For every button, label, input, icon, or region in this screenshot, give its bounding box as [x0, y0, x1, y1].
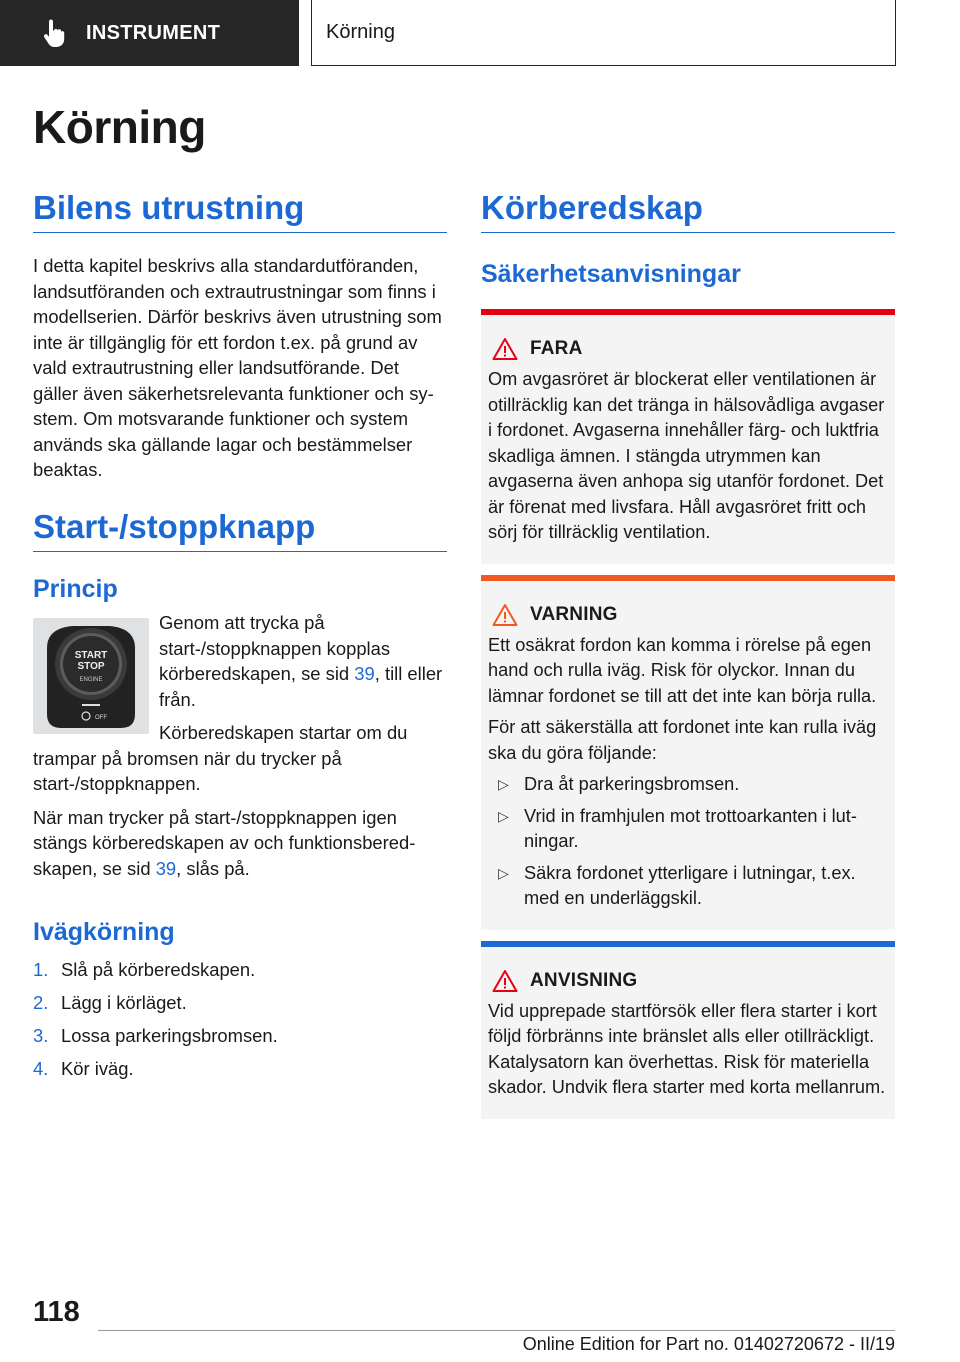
stop-text: STOP: [77, 661, 105, 673]
chapter-tab[interactable]: [311, 0, 896, 66]
danger-title: FARA: [530, 338, 583, 360]
warning-box: [481, 575, 895, 930]
princip-text-3b: , slås på.: [176, 857, 250, 879]
list-item: 2. Lägg i körläget.: [33, 992, 187, 1014]
steps-list: [33, 953, 447, 1085]
warning-text-1: Ett osäkrat fordon kan komma i rörelse på egen hand och rulla iväg. Risk för olyckor. Innan du lämnar fordonet se till att det inte kan börja rulla.: [488, 634, 877, 706]
heading-princip: Princip: [33, 575, 118, 604]
bullet-triangle-icon: ▷: [498, 776, 509, 793]
chapter-label: Körning: [326, 21, 395, 43]
page-link-39[interactable]: 39: [354, 663, 375, 685]
notice-title: ANVISNING: [530, 969, 638, 991]
warning-bullets: [488, 772, 889, 912]
intro-paragraph: I detta kapitel beskrivs alla standardutföranden, landsutföranden och extrautrustningar som finns i modellserien. Därför beskrivs även utrustning som inte är tillgänglig för ett fordon t.ex. på grund av vald extrautrustning eller landsutförande. Det gäller även säkerhetsrelevanta funktioner och system. Om motsvarande funktioner och system används ska gällande lagar och bestämmelser beaktas.: [33, 255, 442, 481]
list-item: 4. Kör iväg.: [33, 1058, 134, 1080]
danger-text: Om avgasröret är blockerat eller ventilationen är otillräcklig kan det tränga in hälsovådliga avgaser i fordonet. Avgaserna innehåller färg- och luktfria skadliga ämnen. I stängda utrymmen kan avgaserna även anhopa sig utanför fordonet. Det är förenat med livsfara. Håll avgasröret fritt och sörj för tillräcklig ventilation.: [488, 369, 885, 543]
list-item: 3. Lossa parkeringsbromsen.: [33, 1025, 278, 1047]
danger-box: [481, 309, 895, 564]
engine-text: ENGINE: [79, 677, 103, 684]
bullet-triangle-icon: ▷: [498, 807, 509, 824]
warning-triangle-icon: [492, 969, 518, 993]
list-item: ▷ Dra åt parkeringsbromsen.: [488, 772, 889, 798]
heading-ivagkorning: Ivägkörning: [33, 918, 175, 947]
right-column: [481, 190, 895, 1119]
list-item: ▷ Säkra fordonet ytterligare i lutningar, t.ex. med en underläggskil.: [488, 861, 889, 912]
page-number: 118: [33, 1296, 80, 1328]
off-text: OFF: [95, 715, 107, 722]
list-item: ▷ Vrid in framhjulen mot trottoarkanten i lutningar.: [488, 804, 889, 855]
hand-pointer-icon: [38, 18, 68, 48]
page-header: [0, 0, 960, 66]
section-label: INSTRUMENT: [86, 21, 221, 44]
page-title: Körning: [33, 101, 206, 153]
princip-text-1b: , till eller från.: [159, 663, 443, 710]
notice-text: Vid upprepade startförsök eller flera starter i kort följd förbränns inte bränslet alls eller otillräckligt. Katalysatorn kan överhettas. Risk för materiella skador. Undvik flera starter med korta mellanrum.: [488, 1000, 886, 1098]
heading-start-stoppknapp: Start-/stoppknapp: [33, 509, 447, 552]
princip-paragraph-3: [33, 805, 447, 882]
warning-title: VARNING: [530, 603, 618, 625]
princip-paragraph-2: Körberedskapen startar om du trampar på bromsen när du trycker på start-/stoppknappen.: [33, 722, 408, 795]
bullet-triangle-icon: ▷: [498, 864, 509, 881]
section-tab[interactable]: [0, 0, 299, 66]
list-item: 1. Slå på körberedskapen.: [33, 959, 256, 981]
start-stop-button-graphic: [33, 618, 149, 734]
warning-triangle-icon: [492, 337, 518, 361]
heading-sakerhetsanvisningar: Säkerhetsanvisningar: [481, 260, 741, 289]
start-stop-button-image: [33, 618, 149, 734]
footer-edition: Online Edition for Part no. 01402720672 - II/19: [522, 1334, 895, 1354]
start-text: START: [74, 650, 108, 662]
warning-triangle-icon: [492, 603, 518, 627]
left-column: [33, 190, 447, 1085]
heading-korberedskap: Körberedskap: [481, 190, 895, 233]
princip-section: [33, 610, 447, 881]
footer-divider: [98, 1330, 895, 1331]
warning-text-2: För att säkerställa att fordonet inte kan rulla iväg ska du göra följande:: [488, 717, 877, 763]
princip-text-3a: När man trycker på start-/stoppknappen igen stängs körberedskapen av och funktionsberedskapen, se sid: [33, 806, 416, 879]
princip-text-1a: Genom att trycka på start-/stoppknappen kopplas körberedskapen, se sid: [159, 612, 391, 685]
page-link-39b[interactable]: 39: [155, 857, 177, 879]
notice-box: [481, 941, 895, 1119]
heading-bilens-utrustning: Bilens utrustning: [33, 190, 447, 233]
